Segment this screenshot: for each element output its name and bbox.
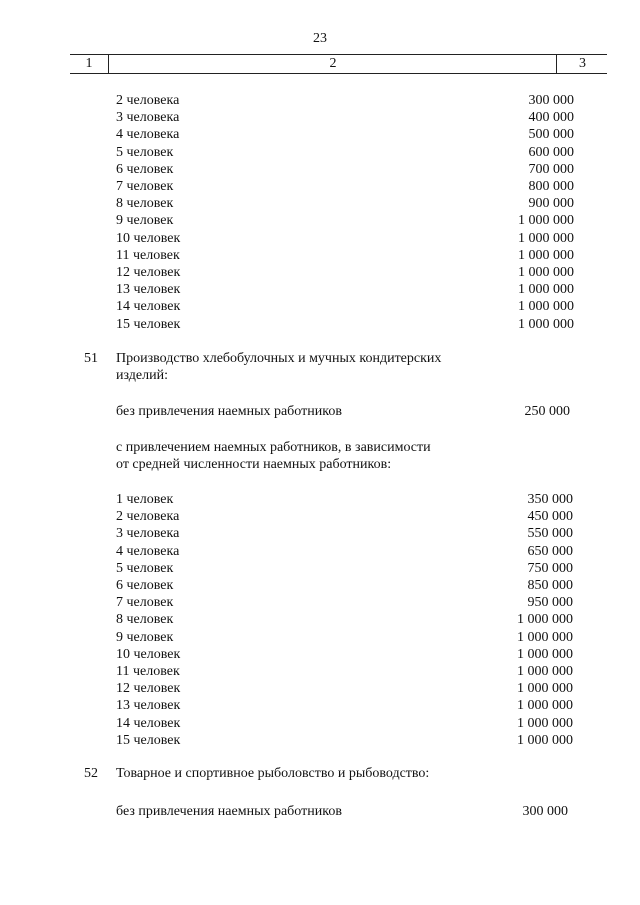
row-value: 750 000 [527, 560, 573, 576]
row-value: 1 000 000 [517, 664, 573, 679]
header-col-3: 3 [556, 55, 608, 73]
row-value: 1 000 000 [518, 282, 574, 298]
row-label: 8 человек [116, 196, 174, 212]
item-52-no-hired-label: без привлечения наемных работников [116, 804, 342, 819]
row-label: 11 человек [116, 664, 180, 679]
row-label: 7 человек [116, 179, 174, 194]
table-row [0, 732, 640, 749]
table-row [0, 144, 640, 161]
row-value: 1 000 000 [517, 646, 573, 662]
table-row [0, 680, 640, 697]
item-51-hired-line-1: с привлечением наемных работников, в зависимости [116, 440, 431, 455]
header-col-1: 1 [85, 56, 93, 71]
table-row [0, 629, 640, 646]
table-row [0, 697, 640, 714]
item-51-number: 51 [84, 351, 98, 366]
table-row [0, 646, 640, 663]
row-value: 1 000 000 [518, 299, 574, 315]
row-label: 10 человек [116, 646, 181, 662]
table-row [0, 715, 640, 732]
row-label: 14 человек [116, 715, 181, 731]
table-row [0, 594, 640, 611]
row-value: 1 000 000 [517, 629, 573, 645]
table-row [0, 560, 640, 577]
table-row [0, 491, 640, 508]
row-value: 1 000 000 [517, 698, 573, 714]
header-col-2: 2 [108, 55, 557, 73]
row-label: 10 человек [116, 230, 181, 246]
row-value: 600 000 [528, 144, 574, 160]
table-row [0, 161, 640, 178]
table-row [0, 298, 640, 315]
row-label: 3 человека [116, 110, 180, 126]
row-label: 3 человека [116, 526, 180, 542]
row-value: 1 000 000 [518, 316, 574, 332]
page-number: 23 [313, 31, 327, 46]
item-51-title-line-2: изделий: [116, 368, 168, 383]
row-value: 1 000 000 [517, 612, 573, 628]
item-52-no-hired-value: 300 000 [522, 804, 568, 819]
item-51-hired-line-2: от средней численности наемных работников: [116, 457, 392, 472]
row-value: 1 000 000 [517, 715, 573, 731]
row-label: 12 человек [116, 681, 181, 697]
table-row [0, 212, 640, 229]
row-label: 4 человека [116, 543, 180, 559]
row-value: 550 000 [527, 526, 573, 542]
row-value: 1 000 000 [518, 265, 574, 280]
item-51-title-line-1: Производство хлебобулочных и мучных кондитерских [116, 351, 442, 366]
table-row [0, 178, 640, 195]
item-51-no-hired-value: 250 000 [524, 404, 570, 419]
row-value: 950 000 [527, 595, 573, 611]
table-row [0, 92, 640, 109]
item-52-number: 52 [84, 766, 98, 781]
row-value: 500 000 [528, 127, 574, 143]
table-row [0, 230, 640, 247]
row-value: 900 000 [528, 196, 574, 212]
row-label: 2 человека [116, 509, 180, 525]
row-value: 700 000 [528, 161, 574, 177]
row-label: 1 человек [116, 492, 174, 507]
table-row [0, 247, 640, 264]
row-value: 300 000 [528, 93, 574, 108]
table-row [0, 281, 640, 298]
row-value: 1 000 000 [518, 230, 574, 246]
row-label: 7 человек [116, 595, 174, 611]
table-row [0, 195, 640, 212]
row-label: 14 человек [116, 299, 181, 315]
row-value: 450 000 [527, 509, 573, 525]
item-51-no-hired-label: без привлечения наемных работников [116, 404, 342, 419]
table-row [0, 109, 640, 126]
row-label: 4 человека [116, 127, 180, 143]
row-value: 400 000 [528, 110, 574, 126]
row-label: 6 человек [116, 578, 174, 593]
table-row [0, 126, 640, 143]
row-value: 1 000 000 [518, 213, 574, 229]
row-value: 350 000 [527, 492, 573, 507]
table-row [0, 577, 640, 594]
row-value: 1 000 000 [517, 732, 573, 748]
row-label: 9 человек [116, 629, 174, 645]
row-value: 800 000 [528, 179, 574, 194]
row-value: 1 000 000 [517, 681, 573, 697]
row-label: 8 человек [116, 612, 174, 628]
table-row [0, 663, 640, 680]
row-label: 12 человек [116, 265, 181, 280]
row-value: 1 000 000 [518, 247, 574, 263]
table-row [0, 543, 640, 560]
row-label: 9 человек [116, 213, 174, 229]
table-row [0, 611, 640, 628]
table-row [0, 508, 640, 525]
row-label: 13 человек [116, 282, 181, 298]
row-label: 6 человек [116, 161, 174, 177]
row-label: 15 человек [116, 732, 181, 748]
table-row [0, 525, 640, 542]
table-row [0, 264, 640, 281]
row-label: 5 человек [116, 144, 174, 160]
row-label: 15 человек [116, 316, 181, 332]
row-value: 650 000 [527, 543, 573, 559]
row-label: 2 человека [116, 93, 180, 108]
table-row [0, 316, 640, 333]
row-label: 5 человек [116, 560, 174, 576]
row-label: 13 человек [116, 698, 181, 714]
row-label: 11 человек [116, 247, 180, 263]
row-value: 850 000 [527, 578, 573, 593]
item-52-title: Товарное и спортивное рыболовство и рыбоводство: [116, 766, 430, 781]
